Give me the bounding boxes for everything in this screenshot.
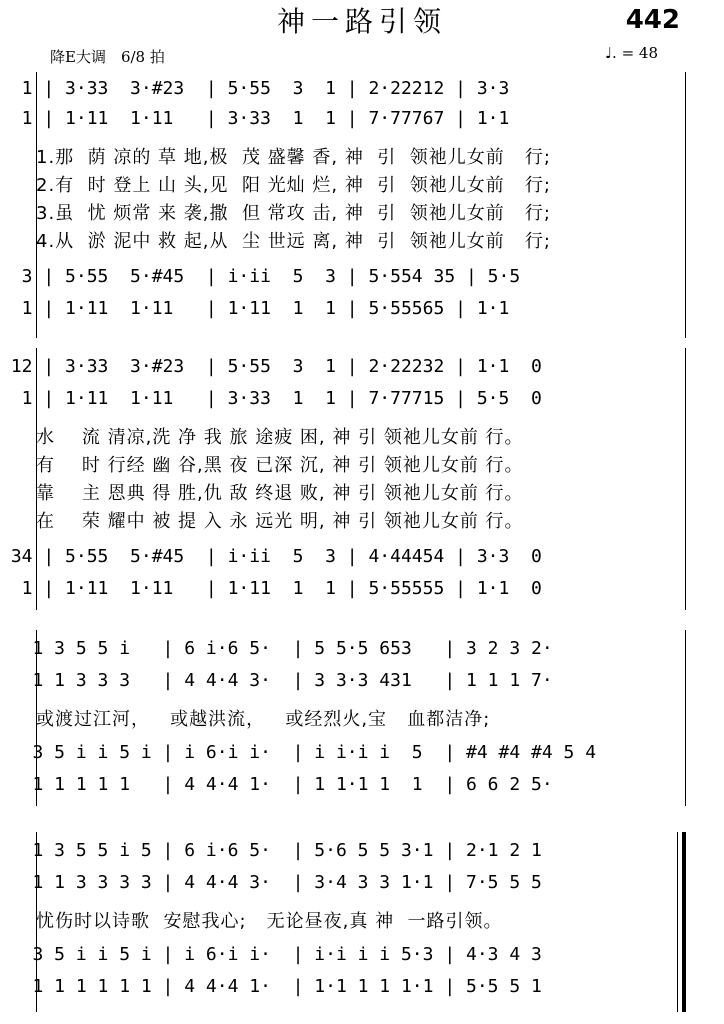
soprano-line: 12 | 3·33 3·#23 | 5·55 3 1 | 2·22232 | 1·1 0 <box>0 356 542 377</box>
song-title: 神一路引领 <box>276 5 447 38</box>
tenor-line: 34 | 5·55 5·#45 | i·ii 5 3 | 4·44454 | 3·3 0 <box>0 546 542 567</box>
final-barline-thin <box>677 832 678 1012</box>
alto-line: 1 1 3 3 3 3 | 4 4·4 3· | 3·4 3 3 1·1 | 7·5 5 5 <box>0 872 542 893</box>
soprano-line: 1 3 5 5 i 5 | 6 i·6 5· | 5·6 5 5 3·1 | 2·1 2 1 <box>0 840 542 861</box>
tenor-line: 3 5 i i 5 i | i 6·i i· | i·i i i 5·3 | 4·3 4 3 <box>0 944 542 965</box>
bass-line: 1 1 1 1 1 | 4 4·4 1· | 1 1·1 1 1 | 6 6 2 5· <box>0 774 553 795</box>
key-signature: 降E大调 6/8 拍 <box>50 48 165 66</box>
alto-line: 1 | 1·11 1·11 | 3·33 1 1 | 7·77715 | 5·5 0 <box>0 388 542 409</box>
bass-line: 1 | 1·11 1·11 | 1·11 1 1 | 5·55555 | 1·1 0 <box>0 578 542 599</box>
alto-line: 1 1 3 3 3 | 4 4·4 3· | 3 3·3 431 | 1 1 1 7· <box>0 670 553 691</box>
bass-line: 1 1 1 1 1 1 | 4 4·4 1· | 1·1 1 1 1·1 | 5·5 5 1 <box>0 976 542 997</box>
soprano-line: 1 | 3·33 3·#23 | 5·55 3 1 | 2·22212 | 3·3 <box>0 78 510 99</box>
lyric-refrain: 忧伤时以诗歌 安慰我心; 无论昼夜,真 神 一路引领。 <box>36 911 503 932</box>
right-barline <box>685 348 686 610</box>
hymn-number: 442 <box>625 5 680 35</box>
lyric-refrain: 或渡过江河， 或越洪流， 或经烈火,宝 血都洁净; <box>36 709 491 730</box>
alto-line: 1 | 1·11 1·11 | 3·33 1 1 | 7·77767 | 1·1 <box>0 108 510 129</box>
right-barline <box>685 630 686 806</box>
lyric-verse-4: 在 荣 耀中 被 提 入 永 远光 明, 神 引 领祂儿女前 行。 <box>36 511 524 532</box>
final-barline-thick <box>682 832 686 1012</box>
lyric-verse-2: 2.有 时 登上 山 头,见 阳 光灿 烂, 神 引 领祂儿女前 行; <box>36 175 551 196</box>
soprano-line: 1 3 5 5 i | 6 i·6 5· | 5 5·5 653 | 3 2 3 2· <box>0 638 553 659</box>
tenor-line: 3 5 i i 5 i | i 6·i i· | i i·i i 5 | #4 #4 #4 5 4 <box>0 742 597 763</box>
lyric-verse-3: 靠 主 恩典 得 胜,仇 敌 终退 败, 神 引 领祂儿女前 行。 <box>36 483 524 504</box>
lyric-verse-1: 水 流 清凉,洗 净 我 旅 途疲 困, 神 引 领祂儿女前 行。 <box>36 427 524 448</box>
lyric-verse-4: 4.从 淤 泥中 救 起,从 尘 世远 离, 神 引 领祂儿女前 行; <box>36 231 551 252</box>
lyric-verse-1: 1.那 荫 凉的 草 地,极 茂 盛馨 香, 神 引 领祂儿女前 行; <box>36 147 551 168</box>
lyric-verse-2: 有 时 行经 幽 谷,黑 夜 已深 沉, 神 引 领祂儿女前 行。 <box>36 455 524 476</box>
tempo-marking: ♩. = 48 <box>604 44 658 62</box>
bass-line: 1 | 1·11 1·11 | 1·11 1 1 | 5·55565 | 1·1 <box>0 298 510 319</box>
right-barline <box>685 72 686 338</box>
lyric-verse-3: 3.虽 忧 烦常 来 袭,撒 但 常攻 击, 神 引 领祂儿女前 行; <box>36 203 551 224</box>
tenor-line: 3 | 5·55 5·#45 | i·ii 5 3 | 5·554 35 | 5·5 <box>0 266 521 287</box>
